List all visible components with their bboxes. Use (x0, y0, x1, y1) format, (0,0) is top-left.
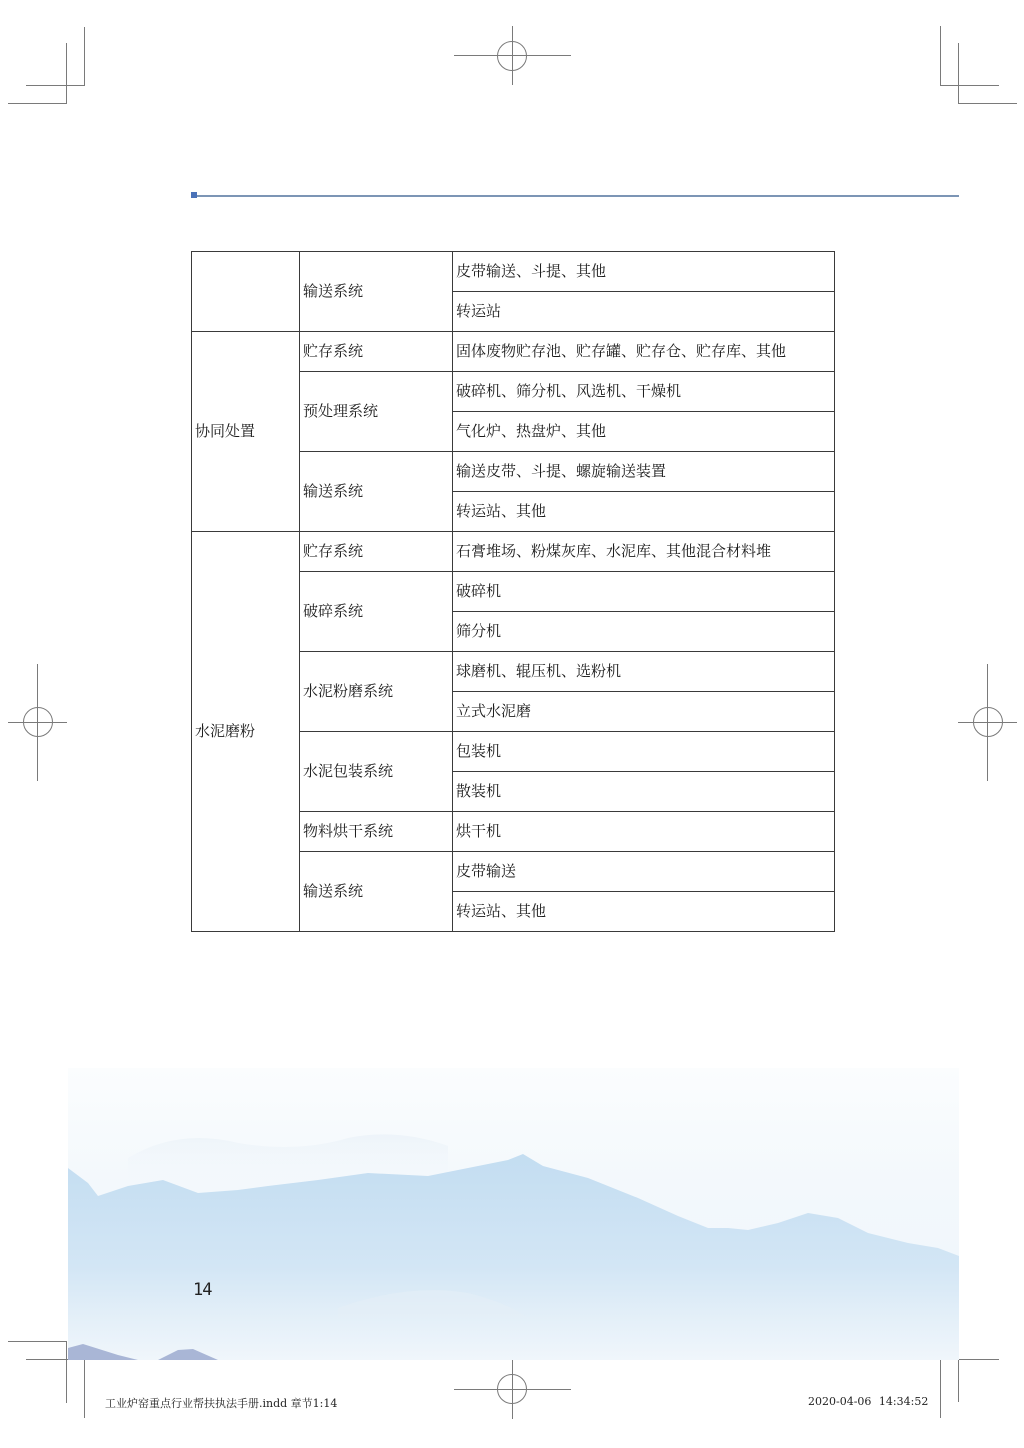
system-cell: 输送系统 (300, 252, 453, 332)
header-accent-square (191, 192, 197, 198)
table-row (192, 252, 835, 292)
page-number: 14 (193, 1280, 212, 1300)
crop-mark (8, 103, 67, 104)
header-rule (196, 195, 959, 197)
crop-mark (940, 85, 999, 86)
registration-circle (23, 707, 53, 737)
crop-mark (958, 43, 959, 104)
equipment-cell: 皮带输送 (453, 852, 835, 892)
system-cell: 贮存系统 (300, 532, 453, 572)
equipment-cell: 转运站、其他 (453, 892, 835, 932)
crop-mark (940, 26, 941, 86)
equipment-cell: 立式水泥磨 (453, 692, 835, 732)
category-cell: 水泥磨粉 (192, 532, 300, 932)
system-cell: 水泥粉磨系统 (300, 652, 453, 732)
system-cell: 输送系统 (300, 852, 453, 932)
crop-mark (66, 43, 67, 104)
equipment-cell: 包装机 (453, 732, 835, 772)
table-row (192, 532, 835, 572)
crop-mark (958, 103, 1017, 104)
equipment-cell: 固体废物贮存池、贮存罐、贮存仓、贮存库、其他 (453, 332, 835, 372)
equipment-cell: 球磨机、辊压机、选粉机 (453, 652, 835, 692)
crop-mark (8, 1341, 67, 1342)
crop-mark (26, 85, 85, 86)
equipment-cell: 破碎机 (453, 572, 835, 612)
equipment-cell: 皮带输送、斗提、其他 (453, 252, 835, 292)
equipment-cell: 输送皮带、斗提、螺旋输送装置 (453, 452, 835, 492)
equipment-cell: 石膏堆场、粉煤灰库、水泥库、其他混合材料堆 (453, 532, 835, 572)
category-cell (192, 252, 300, 332)
system-cell: 输送系统 (300, 452, 453, 532)
print-slug-filename: 工业炉窑重点行业帮扶执法手册.indd 章节1:14 (105, 1397, 338, 1410)
registration-circle (973, 707, 1003, 737)
registration-circle (497, 41, 527, 71)
crop-mark (66, 1341, 67, 1403)
equipment-cell: 散装机 (453, 772, 835, 812)
equipment-cell: 转运站、其他 (453, 492, 835, 532)
system-cell: 物料烘干系统 (300, 812, 453, 852)
equipment-cell: 气化炉、热盘炉、其他 (453, 412, 835, 452)
equipment-cell: 转运站 (453, 292, 835, 332)
system-cell: 水泥包装系统 (300, 732, 453, 812)
crop-mark (84, 27, 85, 86)
crop-mark (940, 1359, 941, 1418)
table-row (192, 332, 835, 372)
registration-circle (497, 1374, 527, 1404)
system-cell: 预处理系统 (300, 372, 453, 452)
equipment-cell: 筛分机 (453, 612, 835, 652)
system-cell: 贮存系统 (300, 332, 453, 372)
crop-mark (84, 1359, 85, 1418)
mountain-landscape-illustration (68, 1068, 959, 1360)
equipment-cell: 破碎机、筛分机、风选机、干燥机 (453, 372, 835, 412)
equipment-cell: 烘干机 (453, 812, 835, 852)
category-cell: 协同处置 (192, 332, 300, 532)
equipment-table (191, 251, 835, 932)
system-cell: 破碎系统 (300, 572, 453, 652)
print-slug-timestamp: 2020-04-06 14:34:52 (808, 1395, 929, 1408)
